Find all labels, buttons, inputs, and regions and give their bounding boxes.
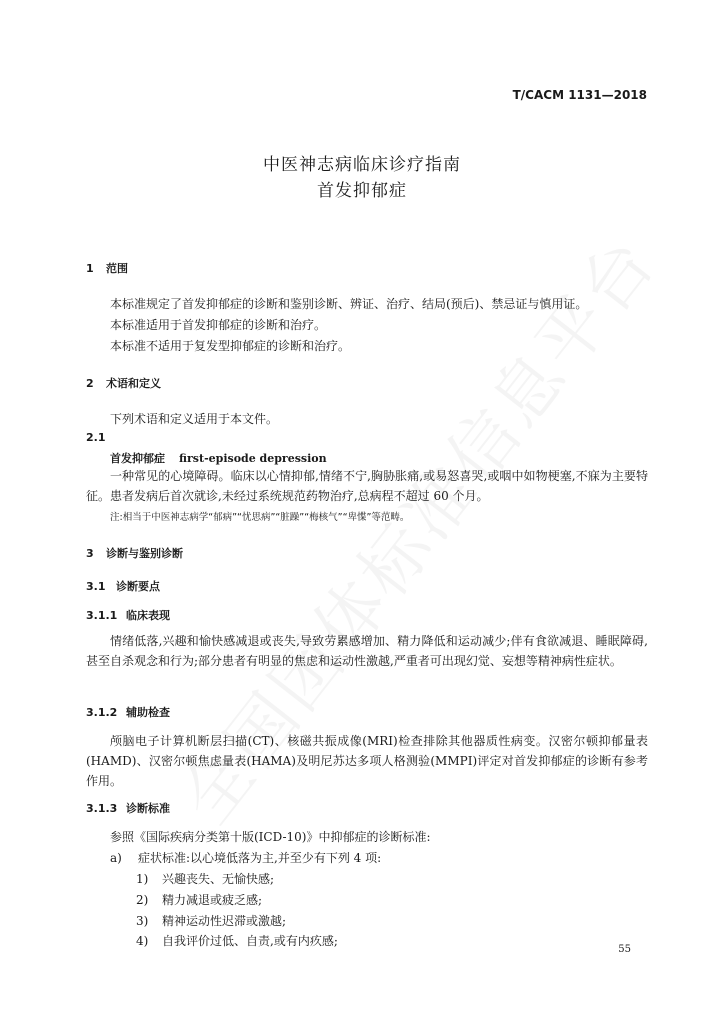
section-3-1-3-heading (86, 800, 170, 816)
clinical-manifestation-text: 情绪低落,兴趣和愉快感减退或丧失,导致劳累感增加、精力降低和运动减少;伴有食欲减退、睡眠障碍,甚至自杀观念和行为;部分患者有明显的焦虑和运动性激越,严重者可出现幻觉、妄想等精神病性症状。 (86, 634, 648, 668)
subitem-text: 自我评价过低、自责,或有内疚感; (162, 934, 338, 948)
criteria-subitem (136, 912, 286, 929)
term-note: 注:相当于中医神志病学“郁病”“忧思病”“脏躁”“梅核气”“卑惵”等范畴。 (110, 512, 410, 523)
section-number: 3.1.1 (86, 609, 118, 622)
section-title: 诊断要点 (116, 580, 160, 593)
diagnostic-criteria-intro: 参照《国际疾病分类第十版(ICD-10)》中抑郁症的诊断标准: (110, 830, 431, 844)
subitem-label: 3) (136, 914, 149, 928)
section-title: 范围 (106, 262, 128, 275)
subitem-label: 1) (136, 872, 149, 886)
scope-paragraph-2: 本标准适用于首发抑郁症的诊断和治疗。 (110, 318, 327, 332)
subitem-label: 2) (136, 893, 149, 907)
subitem-text: 兴趣丧失、无愉快感; (162, 872, 275, 886)
section-2-heading (86, 375, 161, 391)
document-title: 中医神志病临床诊疗指南 (263, 155, 461, 175)
document-subtitle: 首发抑郁症 (317, 181, 407, 201)
section-number: 3.1 (86, 580, 106, 593)
scope-paragraph-1: 本标准规定了首发抑郁症的诊断和鉴别诊断、辨证、治疗、结局(预后)、禁忌证与慎用证。 (110, 297, 588, 311)
section-title: 临床表现 (126, 609, 170, 622)
page-number: 55 (618, 944, 631, 955)
section-1-heading (86, 260, 128, 276)
criteria-subitem (136, 932, 338, 949)
section-number: 3.1.2 (86, 706, 118, 719)
subitem-text: 精力减退或疲乏感; (162, 893, 263, 907)
terms-intro: 下列术语和定义适用于本文件。 (110, 412, 279, 426)
section-3-1-2-heading (86, 704, 170, 720)
term-number: 2.1 (86, 431, 106, 444)
section-number: 3.1.3 (86, 802, 118, 815)
section-title: 诊断与鉴别诊断 (106, 547, 183, 560)
section-number: 1 (86, 262, 94, 275)
item-text: 症状标准:以心境低落为主,并至少有下列 4 项: (138, 851, 382, 865)
subitem-text: 精神运动性迟滞或激越; (162, 914, 287, 928)
auxiliary-exam-text: 颅脑电子计算机断层扫描(CT)、核磁共振成像(MRI)检查排除其他器质性病变。汉密尔顿抑郁量表(HAMD)、汉密尔顿焦虑量表(HAMA)及明尼苏达多项人格测验(MMPI)评定对首发抑郁症的诊断有参考作用。 (86, 734, 648, 788)
standard-code: T/CACM 1131—2018 (512, 88, 647, 102)
term-heading (110, 450, 327, 466)
section-title: 辅助检查 (126, 706, 170, 719)
term-definition: 一种常见的心境障碍。临床以心情抑郁,情绪不宁,胸胁胀痛,或易怒喜哭,或咽中如物梗塞,不寐为主要特征。患者发病后首次就诊,未经过系统规范药物治疗,总病程不超过 60 个月。 (86, 469, 648, 503)
section-number: 3 (86, 547, 94, 560)
section-3-1-heading (86, 578, 160, 594)
section-title: 术语和定义 (106, 377, 161, 390)
criteria-subitem (136, 870, 274, 887)
section-3-heading (86, 545, 183, 561)
section-3-1-1-heading (86, 607, 170, 623)
subitem-label: 4) (136, 934, 149, 948)
term-chinese: 首发抑郁症 (110, 452, 165, 465)
item-label: a) (110, 851, 122, 865)
criteria-subitem (136, 891, 262, 908)
scope-paragraph-3: 本标准不适用于复发型抑郁症的诊断和治疗。 (110, 339, 351, 353)
criteria-item-a (110, 849, 381, 866)
section-number: 2 (86, 377, 94, 390)
section-title: 诊断标准 (126, 802, 170, 815)
term-english: first-episode depression (179, 452, 327, 465)
